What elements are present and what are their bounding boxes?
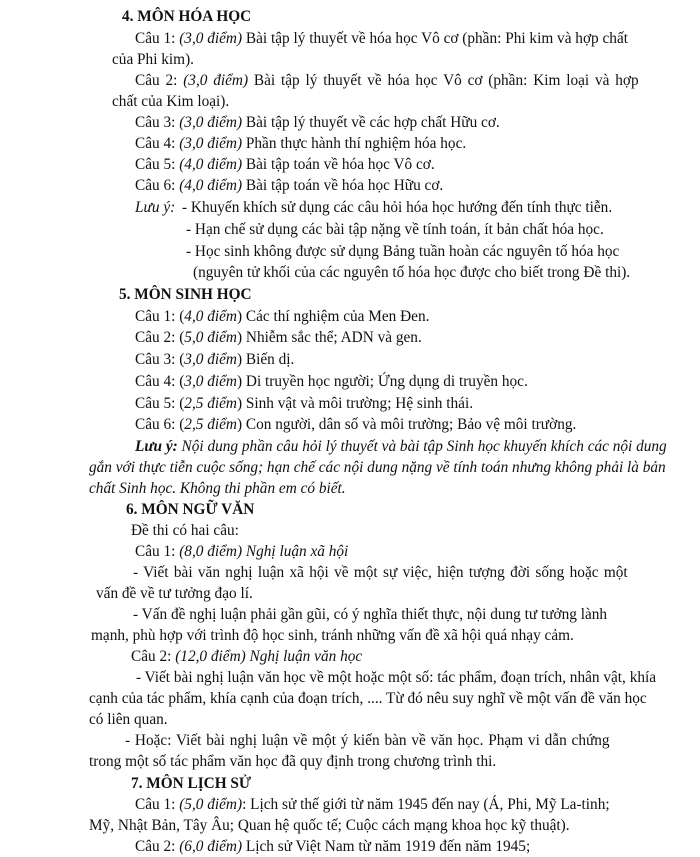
question-text: Lịch sử Việt Nam từ năm 1919 đến năm 1945; (242, 838, 531, 855)
chemistry-question-2-continued: chất của Kim loại). (112, 93, 230, 110)
question-text: ) Sinh vật và môi trường; Hệ sinh thái. (236, 395, 474, 412)
biology-note (135, 436, 667, 457)
question-points: 4,0 điểm (184, 308, 237, 325)
question-text: Bài tập lý thuyết về hóa học Vô cơ (phần: Phi kim và hợp chất (242, 30, 628, 47)
biology-note-text: Nội dung phần câu hỏi lý thuyết và bài tập Sinh học khuyến khích các nội dung (177, 438, 667, 455)
question-text: Bài tập lý thuyết về các hợp chất Hữu cơ. (242, 114, 500, 131)
chemistry-note-1: - Khuyến khích sử dụng các câu hỏi hóa học hướng đến tính thực tiễn. (182, 199, 613, 216)
biology-note-line-2: gắn với thực tiễn cuộc sống; hạn chế các nội dung nặng về tính toán nhưng không phải là bản (89, 459, 666, 476)
biology-note-label: Lưu ý: (135, 438, 178, 455)
biology-question-2 (135, 327, 422, 348)
chemistry-question-3 (135, 112, 500, 133)
biology-question-6 (135, 414, 576, 435)
biology-question-1 (135, 306, 429, 327)
question-label: Câu 1: (135, 30, 180, 47)
biology-question-4 (135, 371, 528, 392)
question-topic: Nghị luận xã hội (242, 543, 349, 560)
chemistry-note-2: - Hạn chế sử dụng các bài tập nặng về tính toán, ít bản chất hóa học. (186, 221, 604, 238)
history-question-1-continued: Mỹ, Nhật Bản, Tây Âu; Quan hệ quốc tế; Cuộc cách mạng khoa học kỹ thuật). (89, 817, 570, 834)
literature-question-1-bullet-2: - Vấn đề nghị luận phải gần gũi, có ý nghĩa thiết thực, nội dung tư tưởng lành (133, 606, 608, 623)
literature-question-2-bullet-1-line-3: có liên quan. (89, 711, 168, 728)
section-title-biology: 5. MÔN SINH HỌC (119, 286, 252, 303)
question-points: 5,0 điểm (184, 329, 237, 346)
question-points: (5,0 điểm) (179, 796, 243, 813)
question-label: Câu 4: (135, 135, 180, 152)
section-title-history: 7. MÔN LỊCH SỬ (131, 775, 252, 792)
literature-intro: Đề thi có hai câu: (131, 522, 239, 539)
question-label: Câu 5: ( (135, 395, 185, 412)
literature-question-2 (131, 646, 362, 667)
question-label: Câu 6: ( (135, 416, 185, 433)
question-text: : Lịch sử thế giới từ năm 1945 đến nay (Á, Phi, Mỹ La-tinh; (242, 796, 610, 813)
question-text: ) Nhiễm sắc thể; ADN và gen. (236, 329, 422, 346)
chemistry-question-5 (135, 154, 435, 175)
question-label: Câu 1: ( (135, 308, 185, 325)
chemistry-note-label: Lưu ý: (135, 199, 176, 216)
question-points: (4,0 điểm) (179, 156, 243, 173)
question-label: Câu 4: ( (135, 373, 185, 390)
question-text: Phần thực hành thí nghiệm hóa học. (242, 135, 467, 152)
question-label: Câu 2: (131, 648, 176, 665)
biology-note-line-3: chất Sinh học. Không thi phần em có biết. (89, 480, 346, 497)
question-points: (3,0 điểm) (183, 72, 249, 89)
chemistry-question-1-continued: của Phi kim). (112, 51, 194, 68)
chemistry-note-3-continued: (nguyên tử khối của các nguyên tố hóa học được cho biết trong Đề thi). (193, 264, 631, 281)
question-label: Câu 6: (135, 177, 180, 194)
literature-question-1-bullet-2-continued: mạnh, phù hợp với trình độ học sinh, tránh những vấn đề xã hội quá nhạy cảm. (91, 627, 574, 644)
literature-question-1-bullet-1-continued: vấn đề về tư tưởng đạo lí. (96, 585, 253, 602)
chemistry-question-6 (135, 175, 443, 196)
question-label: Câu 1: (135, 796, 180, 813)
question-label: Câu 2: (135, 838, 180, 855)
literature-question-1-bullet-1: - Viết bài văn nghị luận xã hội về một sự việc, hiện tượng đời sống hoặc một (133, 564, 628, 581)
section-title-chemistry: 4. MÔN HÓA HỌC (122, 8, 252, 25)
question-points: (3,0 điểm) (179, 30, 243, 47)
question-topic: Nghị luận văn học (245, 648, 363, 665)
question-label: Câu 5: (135, 156, 180, 173)
question-points: 2,5 điểm (184, 416, 237, 433)
literature-question-2-bullet-2: - Hoặc: Viết bài nghị luận về một ý kiến bàn về văn học. Phạm vi dẫn chứng (125, 732, 610, 749)
question-label: Câu 1: (135, 543, 180, 560)
biology-question-3 (135, 349, 294, 370)
question-points: (3,0 điểm) (179, 114, 243, 131)
question-points: 3,0 điểm (184, 373, 237, 390)
question-label: Câu 2: ( (135, 329, 185, 346)
question-points: (8,0 điểm) (179, 543, 243, 560)
question-points: 2,5 điểm (184, 395, 237, 412)
chemistry-note-3: - Học sinh không được sử dụng Bảng tuần hoàn các nguyên tố hóa học (186, 243, 620, 260)
literature-question-2-bullet-1-line-2: cạnh của tác phẩm, khía cạnh của đoạn trích, .... Từ đó nêu suy nghĩ về một vấn đề văn học (89, 690, 647, 707)
question-label: Câu 3: ( (135, 351, 185, 368)
question-text: Bài tập toán về hóa học Vô cơ. (242, 156, 435, 173)
question-points: (3,0 điểm) (179, 135, 243, 152)
literature-question-1 (135, 541, 348, 562)
literature-question-2-bullet-2-continued: trong một số tác phẩm văn học đã quy định trong chương trình thi. (89, 753, 497, 770)
history-question-2 (135, 836, 530, 857)
literature-question-2-bullet-1: - Viết bài nghị luận văn học về một hoặc một số: tác phẩm, đoạn trích, nhân vật, khía (136, 669, 657, 686)
question-text: Bài tập toán về hóa học Hữu cơ. (242, 177, 444, 194)
question-text: ) Di truyền học người; Ứng dụng di truyền học. (236, 373, 528, 390)
section-title-literature: 6. MÔN NGỮ VĂN (126, 501, 255, 518)
chemistry-question-1 (135, 28, 628, 49)
question-points: 3,0 điểm (184, 351, 237, 368)
biology-question-5 (135, 393, 473, 414)
question-text: ) Biến dị. (236, 351, 295, 368)
history-question-1 (135, 794, 610, 815)
question-label: Câu 2: (135, 72, 184, 89)
question-label: Câu 3: (135, 114, 180, 131)
question-text: ) Con người, dân số và môi trường; Bảo vệ môi trường. (236, 416, 577, 433)
question-text: Bài tập lý thuyết về hóa học Vô cơ (phần: Kim loại và hợp (248, 72, 639, 89)
chemistry-question-2 (135, 70, 639, 91)
question-points: (12,0 điểm) (175, 648, 246, 665)
question-points: (4,0 điểm) (179, 177, 243, 194)
chemistry-question-4 (135, 133, 466, 154)
question-points: (6,0 điểm) (179, 838, 243, 855)
question-text: ) Các thí nghiệm của Men Đen. (236, 308, 430, 325)
